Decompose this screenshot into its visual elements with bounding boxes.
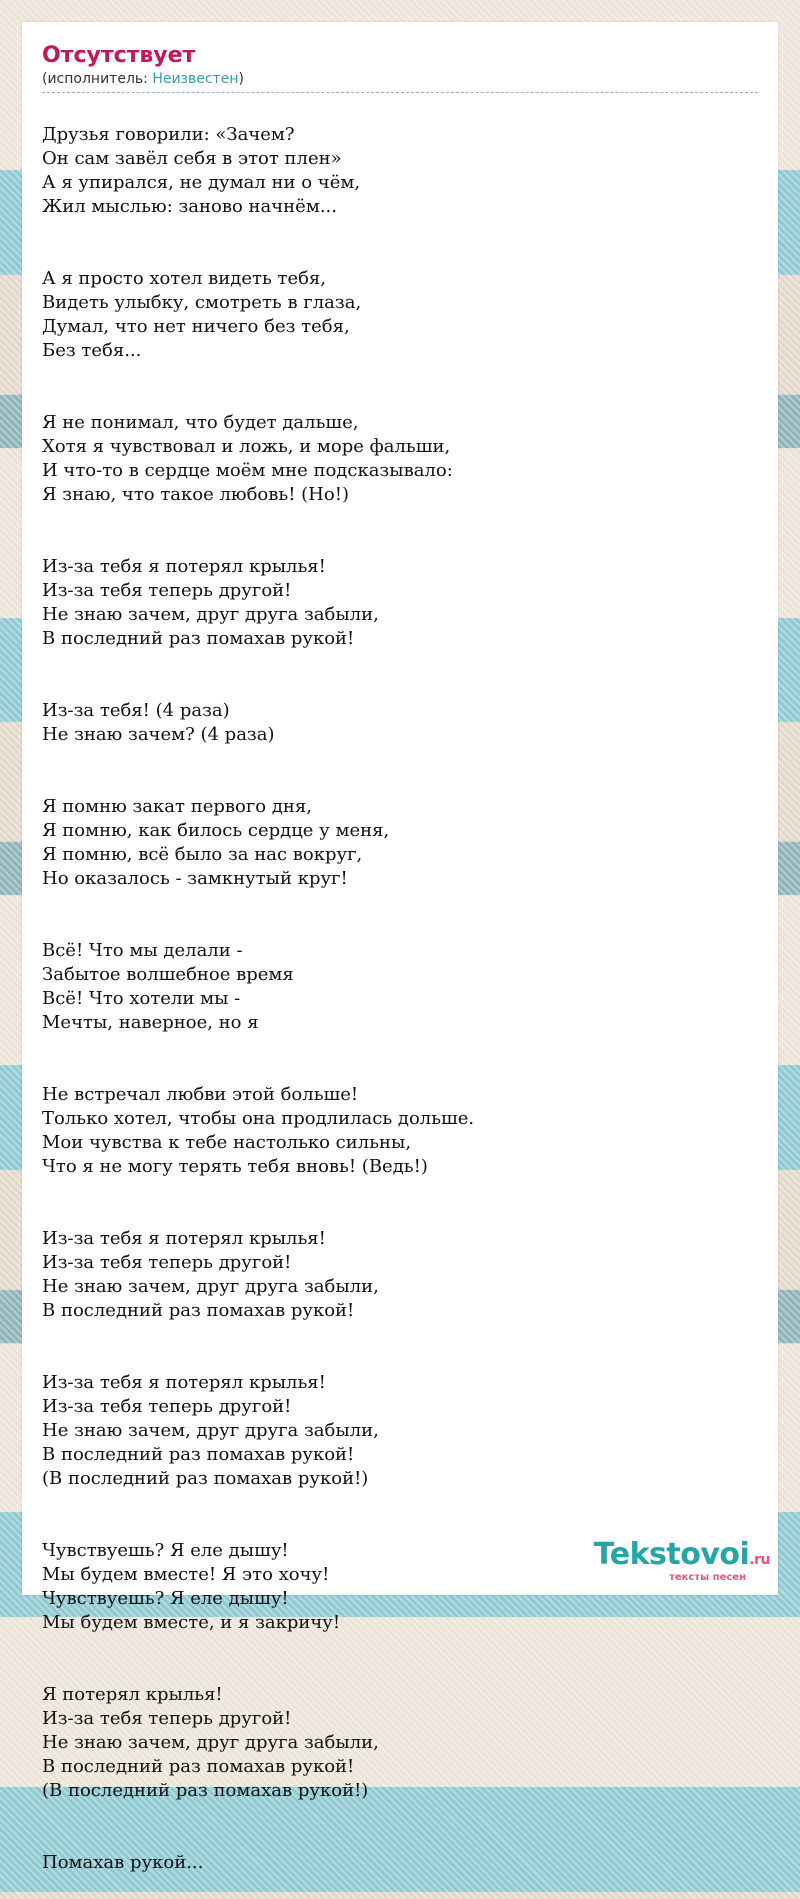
artist-suffix: ) [238, 71, 244, 87]
song-title: Отсутствует [42, 43, 196, 68]
artist-prefix: (исполнитель: [42, 71, 153, 87]
logo-tagline: тексты песен [669, 1572, 746, 1583]
lyrics-stanza: А я просто хотел видеть тебя, Видеть улыбку, смотреть в глаза, Думал, что нет ничего без тебя, Без тебя... [42, 268, 362, 361]
lyrics-card [22, 22, 778, 1873]
lyrics-stanza: Всё! Что мы делали - Забытое волшебное время Всё! Что хотели мы - Мечты, наверное, но я [42, 940, 294, 1033]
lyrics-stanza: Помахав рукой... [42, 1852, 204, 1873]
logo-name: Tekstovoi [593, 1537, 750, 1572]
lyrics-stanza: Из-за тебя я потерял крылья! Из-за тебя теперь другой! Не знаю зачем, друг друга забыли, В последний раз помахав рукой! [42, 556, 379, 649]
lyrics-text [42, 99, 758, 1899]
lyrics-stanza: Я не понимал, что будет дальше, Хотя я чувствовал и ложь, и море фальши, И что-то в сердце моём мне подсказывало: Я знаю, что такое любовь! (Но!) [42, 412, 453, 505]
artist-link[interactable]: Неизвестен [152, 71, 239, 87]
logo-domain: .ru [749, 1552, 770, 1568]
site-logo[interactable] [594, 1539, 770, 1583]
lyrics-stanza: Чувствуешь? Я еле дышу! Мы будем вместе! Я это хочу! Чувствуешь? Я еле дышу! Мы будем вместе, и я закричу! [42, 1540, 341, 1633]
lyrics-stanza: Я потерял крылья! Из-за тебя теперь другой! Не знаю зачем, друг друга забыли, В последний раз помахав рукой! (В последний раз помахав рукой!) [42, 1684, 379, 1801]
lyrics-stanza: Из-за тебя! (4 раза) Не знаю зачем? (4 раза) [42, 700, 275, 745]
logo-wordmark [594, 1539, 770, 1576]
lyrics-stanza: Из-за тебя я потерял крылья! Из-за тебя теперь другой! Не знаю зачем, друг друга забыли, В последний раз помахав рукой! (В последний раз помахав рукой!) [42, 1372, 379, 1489]
lyrics-stanza: Друзья говорили: «Зачем? Он сам завёл себя в этот плен» А я упирался, не думал ни о чём, Жил мыслью: заново начнём... [42, 124, 361, 217]
lyrics-stanza: Не встречал любви этой больше! Только хотел, чтобы она продлилась дольше. Мои чувства к тебе настолько сильны, Что я не могу терять тебя вновь! (Ведь!) [42, 1084, 475, 1177]
lyrics-stanza: Из-за тебя я потерял крылья! Из-за тебя теперь другой! Не знаю зачем, друг друга забыли, В последний раз помахав рукой! [42, 1228, 379, 1321]
artist-line [42, 70, 758, 93]
lyrics-stanza: Я помню закат первого дня, Я помню, как билось сердце у меня, Я помню, всё было за нас вокруг, Но оказалось - замкнутый круг! [42, 796, 390, 889]
